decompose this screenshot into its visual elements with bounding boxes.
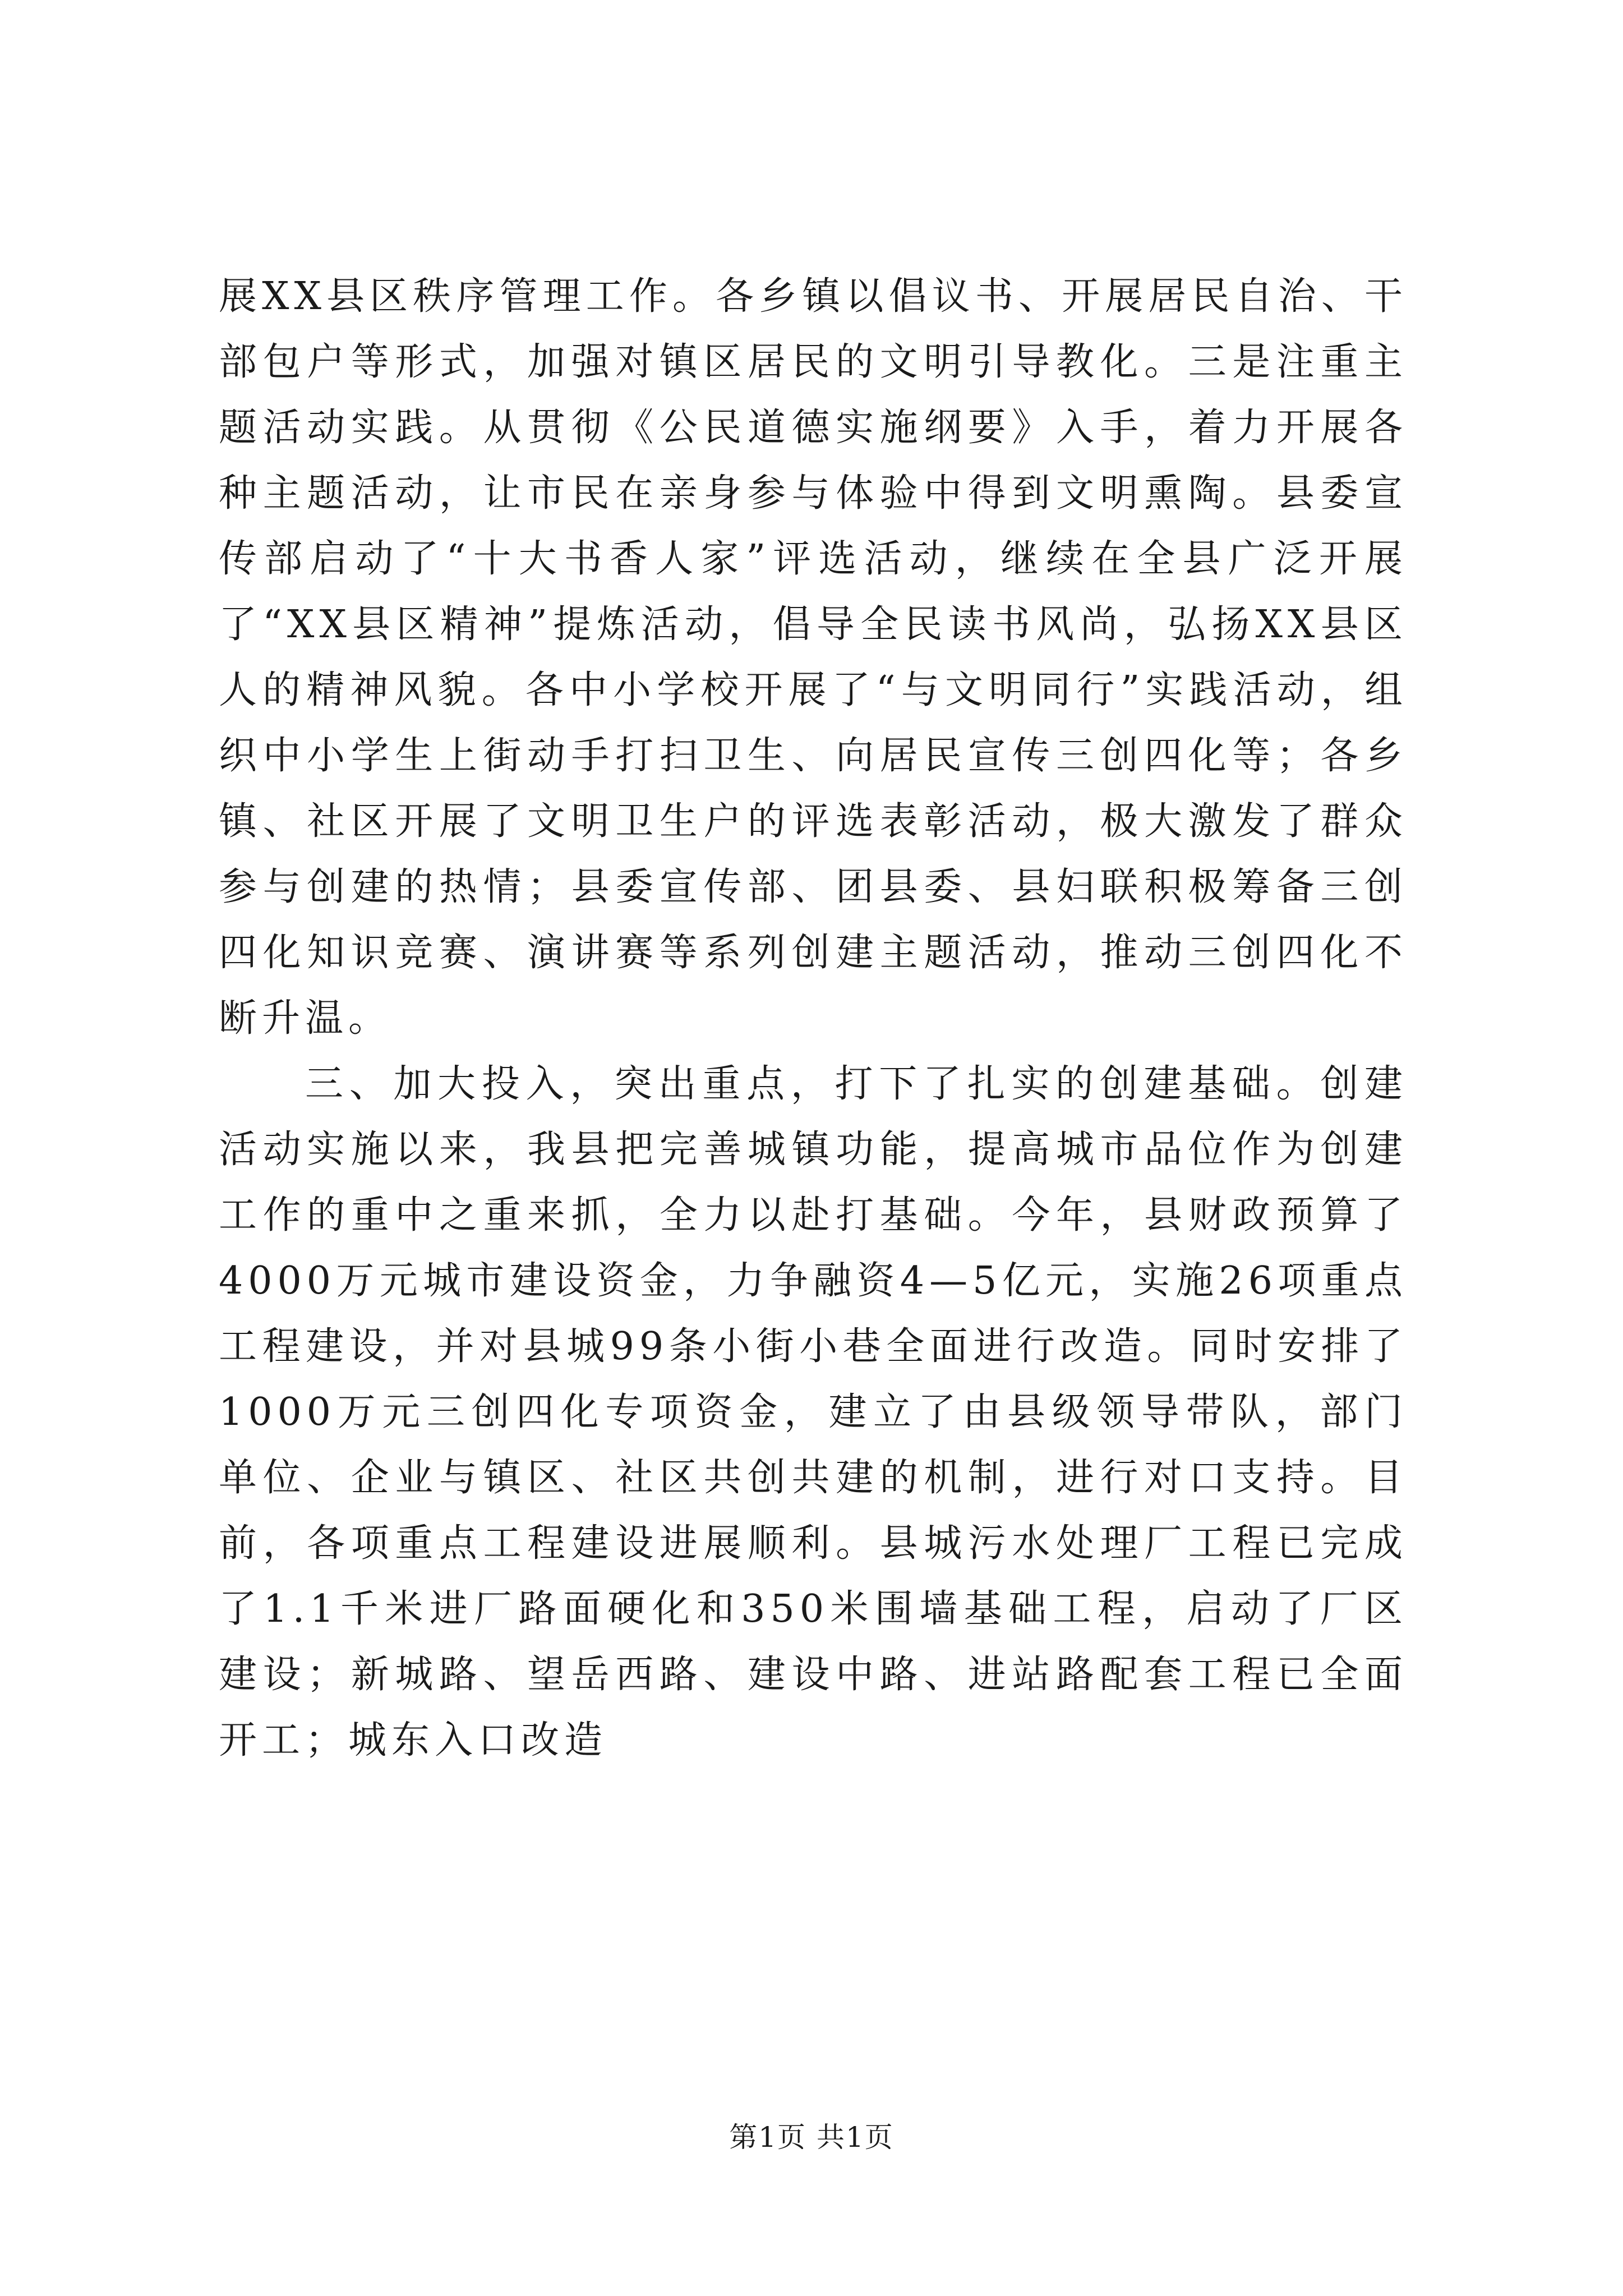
paragraph-continued: 展XX县区秩序管理工作。各乡镇以倡议书、开展居民自治、干部包户等形式，加强对镇区居民的文明引导教化。三是注重主题活动实践。从贯彻《公民道德实施纲要》入手，着力开展各种主题活动，让市民在亲身参与体验中得到文明熏陶。县委宣传部启动了“十大书香人家”评选活动，继续在全县广泛开展了“XX县区精神”提炼活动，倡导全民读书风尚，弘扬XX县区人的精神风貌。各中小学校开展了“与文明同行”实践活动，组织中小学生上街动手打扫卫生、向居民宣传三创四化等；各乡镇、社区开展了文明卫生户的评选表彰活动，极大激发了群众参与创建的热情；县委宣传部、团县委、县妇联积极筹备三创四化知识竞赛、演讲赛等系列创建主题活动，推动三创四化不断升温。 xyxy=(219,274,1408,1041)
paragraph-section-three: 三、加大投入，突出重点，打下了扎实的创建基础。创建活动实施以来，我县把完善城镇功能，提高城市品位作为创建工作的重中之重来抓，全力以赴打基础。今年，县财政预算了4000万元城市建设资金，力争融资4—5亿元，实施26项重点工程建设，并对县城99条小街小巷全面进行改造。同时安排了1000万元三创四化专项资金，建立了由县级领导带队，部门单位、企业与镇区、社区共创共建的机制，进行对口支持。目前，各项重点工程建设进展顺利。县城污水处理厂工程已完成了1.1千米进厂路面硬化和350米围墙基础工程，启动了厂区建设；新城路、望岳西路、建设中路、进站路配套工程已全面开工；城东入口改造 xyxy=(219,1062,1408,1763)
page-footer: 第1页 共1页 xyxy=(729,2121,894,2154)
document-body xyxy=(219,264,1408,1773)
